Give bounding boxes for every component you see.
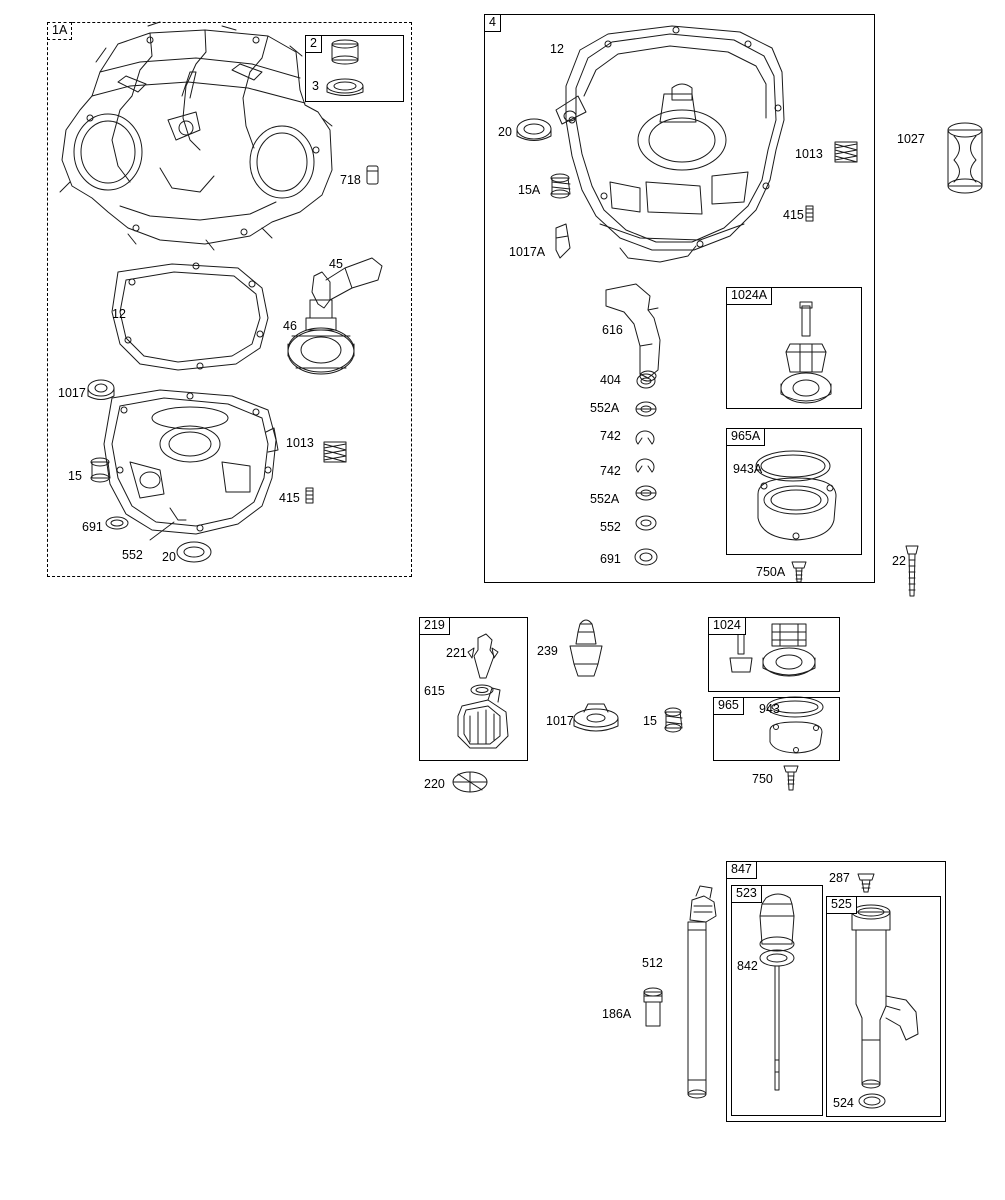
group-label-2-text: 2	[310, 36, 317, 50]
callout-742-1-text: 742	[600, 429, 621, 443]
group-label-1024	[708, 617, 746, 635]
group-label-1024A-text: 1024A	[731, 288, 768, 302]
callout-415-mid-text: 415	[783, 208, 804, 222]
group-label-1A-text: 1A	[52, 23, 68, 37]
callout-15-bot	[643, 715, 657, 728]
callout-750	[752, 773, 773, 786]
group-label-847	[726, 861, 757, 879]
group-frame-523	[731, 885, 823, 1116]
group-label-1A	[47, 22, 72, 40]
callout-842	[737, 960, 758, 973]
callout-742-2	[600, 465, 621, 478]
callout-20-mid	[498, 126, 512, 139]
group-frame-1024A	[726, 287, 862, 409]
callout-20-mid-text: 20	[498, 125, 512, 139]
part-1017-bottom	[574, 704, 618, 731]
callout-524	[833, 1097, 854, 1110]
callout-552A-2-text: 552A	[590, 492, 620, 506]
callout-1017A-text: 1017A	[509, 245, 546, 259]
callout-45	[329, 258, 343, 271]
part-1027-filter	[948, 123, 982, 193]
callout-221	[446, 647, 467, 660]
callout-524-text: 524	[833, 1096, 854, 1110]
group-label-965A-text: 965A	[731, 429, 761, 443]
group-label-4	[484, 14, 501, 32]
group-label-219-text: 219	[424, 618, 445, 632]
callout-220-text: 220	[424, 777, 445, 791]
callout-691-left	[82, 521, 103, 534]
group-frame-1A	[47, 22, 412, 577]
callout-718	[340, 174, 361, 187]
callout-186A-text: 186A	[602, 1007, 632, 1021]
callout-1017-left	[58, 387, 86, 400]
callout-943A-text: 943A	[733, 462, 763, 476]
callout-239	[537, 645, 558, 658]
part-186A	[644, 988, 662, 1026]
part-220	[453, 772, 487, 792]
group-label-4-text: 4	[489, 15, 496, 29]
group-label-525-text: 525	[831, 897, 852, 911]
callout-615	[424, 685, 445, 698]
callout-415-left-text: 415	[279, 491, 300, 505]
callout-1013-left	[286, 437, 314, 450]
group-label-965A	[726, 428, 765, 446]
group-label-1024A	[726, 287, 772, 305]
callout-750A-text: 750A	[756, 565, 786, 579]
group-label-219	[419, 617, 450, 635]
callout-552A-2	[590, 493, 619, 506]
callout-552-left	[122, 549, 143, 562]
callout-943-text: 943	[759, 702, 780, 716]
group-frame-965A	[726, 428, 862, 555]
callout-15-bot-text: 15	[643, 714, 657, 728]
callout-15A	[518, 184, 540, 197]
callout-552-mid	[600, 521, 621, 534]
callout-220	[424, 778, 445, 791]
callout-12-left-text: 12	[112, 307, 126, 321]
callout-691-left-text: 691	[82, 520, 103, 534]
callout-186A	[602, 1008, 631, 1021]
part-15-bottom	[665, 708, 682, 732]
callout-20-left-text: 20	[162, 550, 176, 564]
callout-12-top	[550, 43, 564, 56]
callout-615-text: 615	[424, 684, 445, 698]
callout-1017-left-text: 1017	[58, 386, 86, 400]
callout-943	[759, 703, 780, 716]
callout-15A-text: 15A	[518, 183, 541, 197]
group-label-523-text: 523	[736, 886, 757, 900]
group-label-965-text: 965	[718, 698, 739, 712]
callout-3-text: 3	[312, 79, 319, 93]
callout-1013-mid-text: 1013	[795, 147, 823, 161]
callout-1013-left-text: 1013	[286, 436, 314, 450]
callout-46-text: 46	[283, 319, 297, 333]
callout-552-left-text: 552	[122, 548, 143, 562]
callout-15-left	[68, 470, 82, 483]
callout-750A	[756, 566, 785, 579]
callout-1013-mid	[795, 148, 823, 161]
group-label-523	[731, 885, 762, 903]
callout-943A	[733, 463, 762, 476]
callout-22	[892, 555, 906, 568]
callout-1017-bot	[546, 715, 574, 728]
callout-20-left	[162, 551, 176, 564]
callout-750-text: 750	[752, 772, 773, 786]
callout-1017-bot-text: 1017	[546, 714, 574, 728]
callout-512-text: 512	[642, 956, 663, 970]
callout-552A-1-text: 552A	[590, 401, 620, 415]
part-750	[784, 766, 798, 790]
callout-221-text: 221	[446, 646, 467, 660]
callout-842-text: 842	[737, 959, 758, 973]
callout-404-text: 404	[600, 373, 621, 387]
callout-691-mid-text: 691	[600, 552, 621, 566]
part-512-tube	[688, 886, 716, 1098]
callout-415-mid	[783, 209, 804, 222]
callout-3	[312, 80, 319, 93]
callout-22-text: 22	[892, 554, 906, 568]
callout-616-text: 616	[602, 323, 623, 337]
callout-552-mid-text: 552	[600, 520, 621, 534]
callout-742-1	[600, 430, 621, 443]
group-label-525	[826, 896, 857, 914]
callout-287	[829, 872, 850, 885]
group-label-965	[713, 697, 744, 715]
callout-287-text: 287	[829, 871, 850, 885]
callout-404	[600, 374, 621, 387]
callout-552A-1	[590, 402, 619, 415]
group-frame-525	[826, 896, 941, 1117]
callout-46	[283, 320, 297, 333]
callout-718-text: 718	[340, 173, 361, 187]
callout-12-top-text: 12	[550, 42, 564, 56]
callout-415-left	[279, 492, 300, 505]
callout-45-text: 45	[329, 257, 343, 271]
group-label-2	[305, 35, 322, 53]
callout-1027-text: 1027	[897, 132, 925, 146]
callout-15-left-text: 15	[68, 469, 82, 483]
callout-616	[602, 324, 623, 337]
callout-12-left	[112, 308, 126, 321]
callout-1027	[897, 133, 925, 146]
callout-691-mid	[600, 553, 621, 566]
callout-1017A	[509, 246, 545, 259]
callout-742-2-text: 742	[600, 464, 621, 478]
group-label-1024-text: 1024	[713, 618, 741, 632]
group-label-847-text: 847	[731, 862, 752, 876]
callout-239-text: 239	[537, 644, 558, 658]
part-239	[570, 620, 602, 676]
callout-512	[642, 957, 663, 970]
part-22-bolt	[906, 546, 918, 596]
